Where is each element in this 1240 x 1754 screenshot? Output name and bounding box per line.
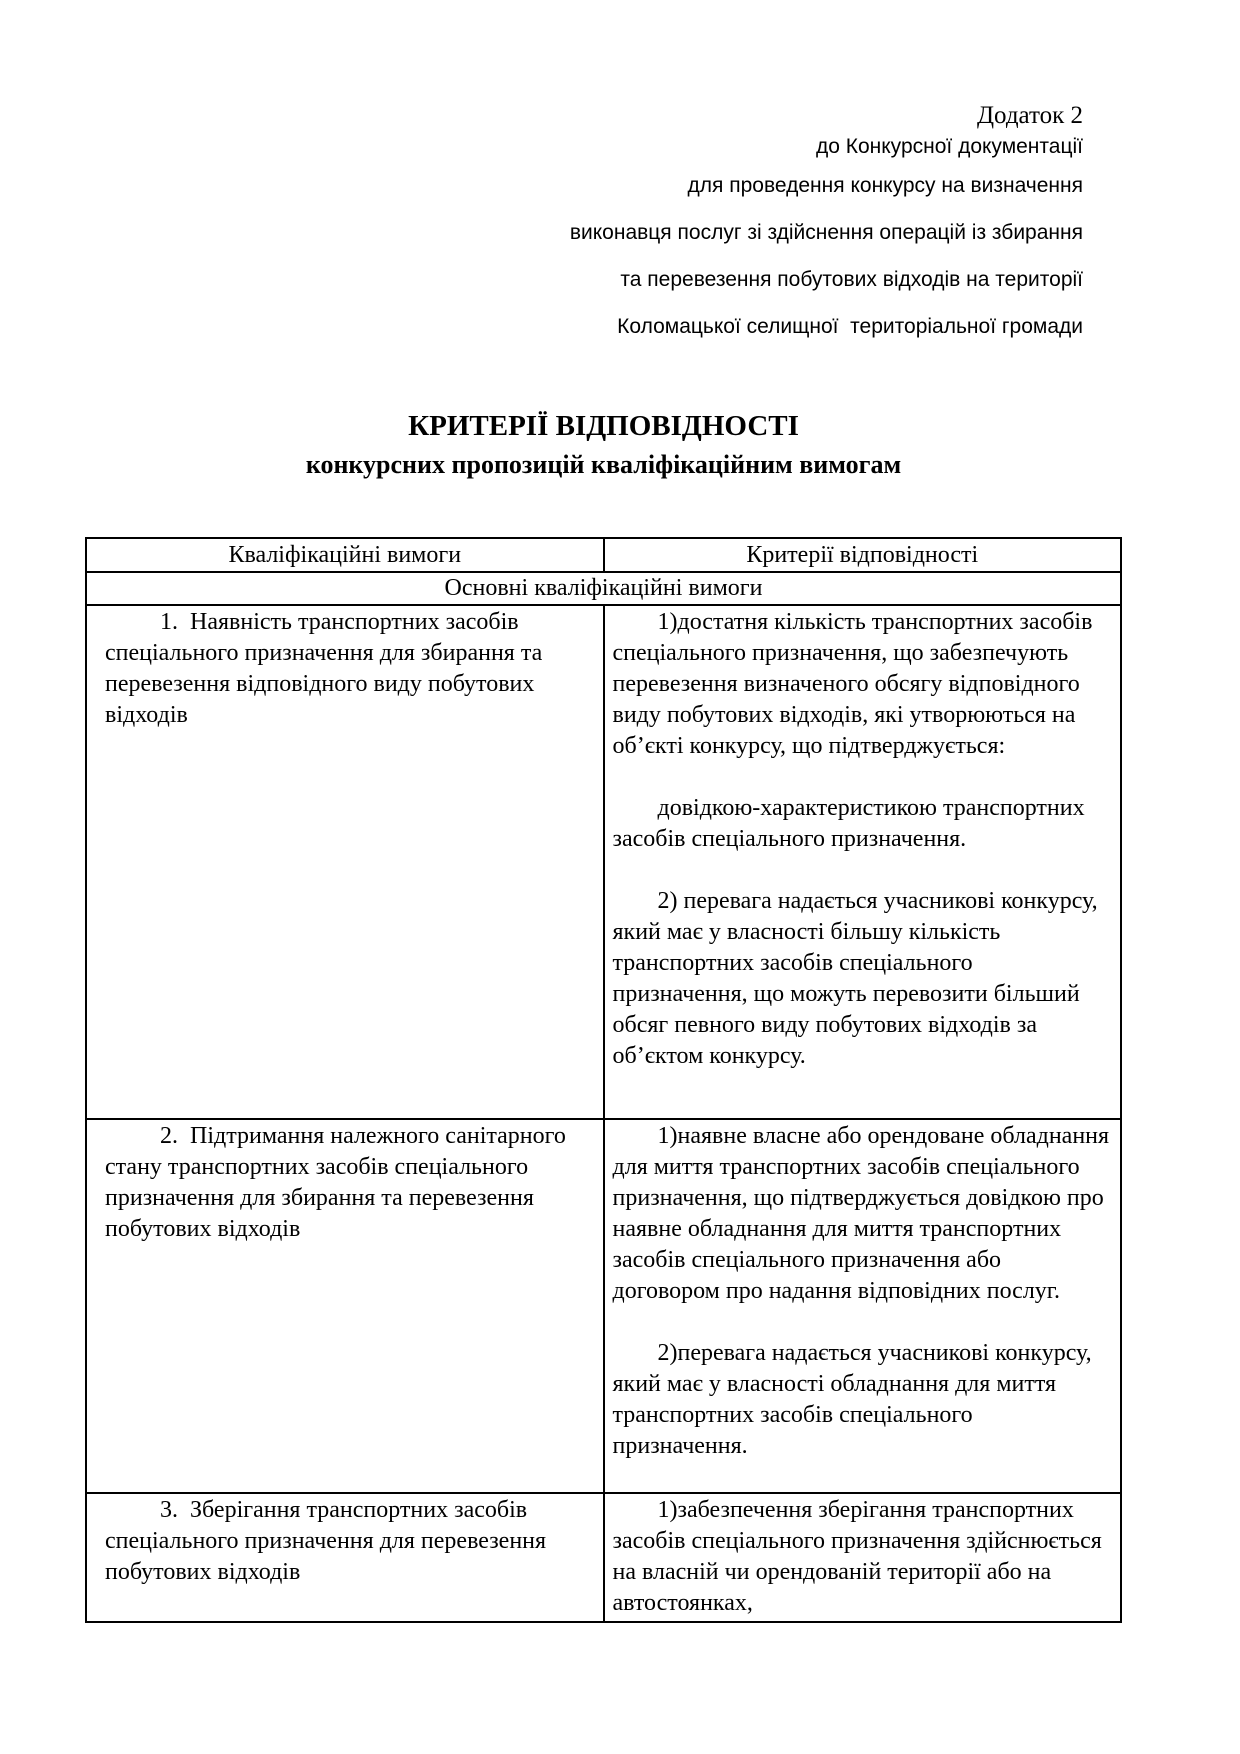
criteria-paragraph: 2)перевага надається учасникові конкурсу, який має у власності обладнання для миття транспортних засобів спеціального призначення.: [612, 1340, 1092, 1459]
requirement-text: 3. Зберігання транспортних засобів спеціального призначення для перевезення побутових відходів: [105, 1497, 547, 1585]
criteria-table: [85, 537, 1122, 1623]
annex-line: до Конкурсної документації: [815, 135, 1083, 158]
criteria-cell: [604, 1493, 1122, 1622]
table-row: [86, 605, 1121, 1119]
annex-line: виконавця послуг зі здійснення операцій із збирання: [569, 221, 1083, 244]
requirement-text: 1. Наявність транспортних засобів спеціального призначення для збирання та перевезення відповідного виду побутових відходів: [105, 609, 543, 728]
column-header-qualification-requirements: Кваліфікаційні вимоги: [86, 538, 604, 572]
requirement-cell: [86, 1119, 604, 1493]
column-header-compliance-criteria: Критерії відповідності: [604, 538, 1122, 572]
criteria-paragraph: довідкою-характеристикою транспортних засобів спеціального призначення.: [612, 795, 1085, 852]
annex-line: Коломацької селищної територіальної громади: [617, 315, 1083, 338]
criteria-paragraph: 1)забезпечення зберігання транспортних засобів спеціального призначення здійснюється на власній чи орендованій території або на автостоянках,: [612, 1497, 1102, 1616]
criteria-cell: [604, 605, 1122, 1119]
criteria-paragraph: 2) перевага надається учасникові конкурсу, який має у власності більшу кількість транспортних засобів спеціального призначення, що можуть перевозити більший обсяг певного виду побутових відходів за об’єктом конкурсу.: [612, 888, 1098, 1069]
criteria-paragraph: 1)достатня кількість транспортних засобів спеціального призначення, що забезпечують перевезення визначеного обсягу відповідного виду побутових відходів, які утворюються на об’єкті конкурсу, що підтверджується:: [612, 609, 1093, 759]
requirement-cell: [86, 1493, 604, 1622]
annex-line: та перевезення побутових відходів на території: [620, 268, 1083, 291]
title-block: [85, 408, 1122, 485]
table-row: [86, 1493, 1121, 1622]
page-title: КРИТЕРІЇ ВІДПОВІДНОСТІ: [408, 410, 799, 442]
table-row: [86, 1119, 1121, 1493]
table-header-row: [86, 538, 1121, 572]
annex-line: для проведення конкурсу на визначення: [687, 174, 1083, 197]
criteria-paragraph: 1)наявне власне або орендоване обладнання для миття транспортних засобів спеціального призначення, що підтверджується довідкою про наявне обладнання для миття транспортних засобів спеціального призначення або договором про надання відповідних послуг.: [612, 1123, 1110, 1304]
requirement-cell: [86, 605, 604, 1119]
annex-block: [0, 100, 1083, 350]
annex-number: Додаток 2: [977, 102, 1083, 129]
requirement-text: 2. Підтримання належного санітарного стану транспортних засобів спеціального призначення для збирання та перевезення побутових відходів: [105, 1123, 566, 1242]
section-header: Основні кваліфікаційні вимоги: [86, 572, 1121, 605]
criteria-cell: [604, 1119, 1122, 1493]
section-header-row: [86, 572, 1121, 605]
page-subtitle: конкурсних пропозицій кваліфікаційним вимогам: [305, 450, 902, 479]
